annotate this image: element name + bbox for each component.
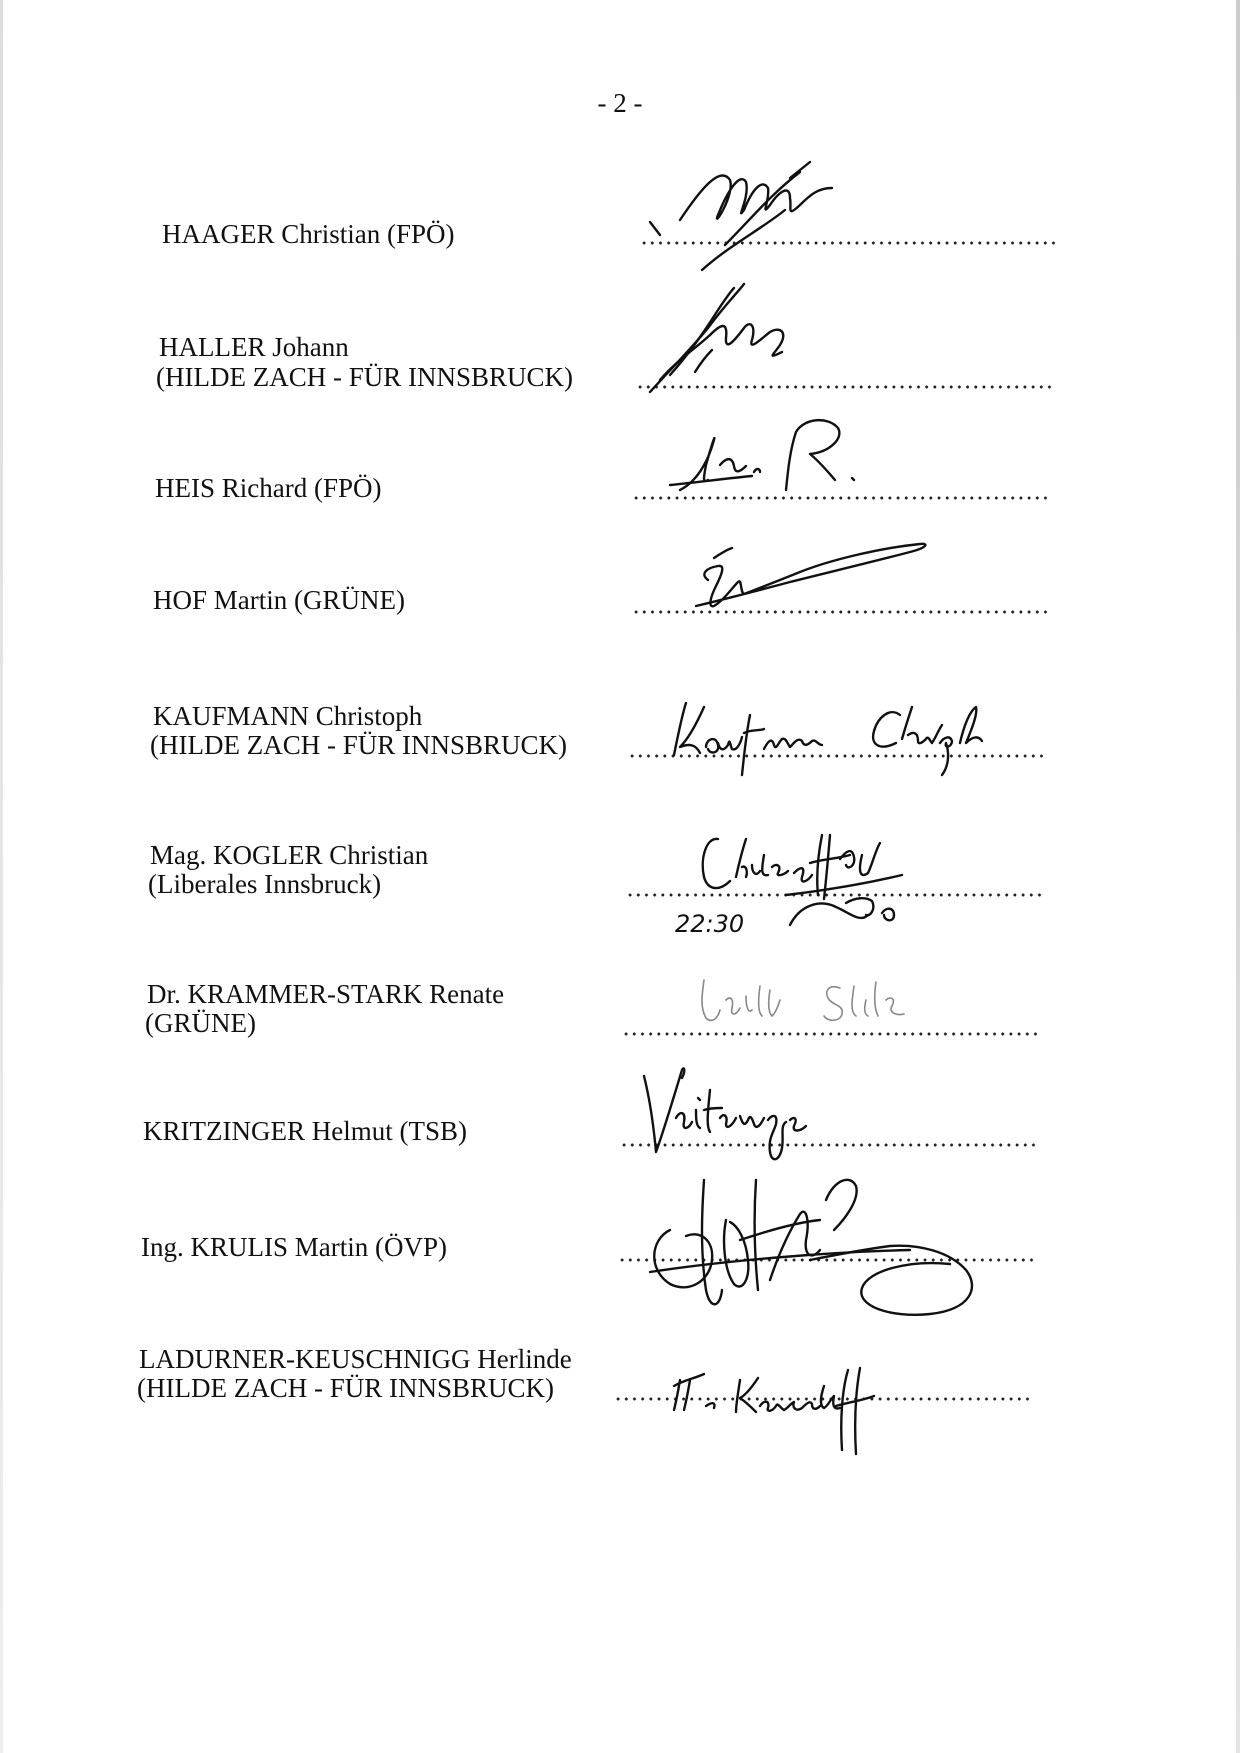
- signature-heis: [660, 410, 880, 510]
- signature-krammer-stark: [690, 960, 980, 1040]
- page-edge-right: [1236, 0, 1240, 1753]
- page-number: - 2 -: [597, 88, 643, 118]
- signatory-name: Ing. KRULIS Martin (ÖVP): [141, 1232, 447, 1262]
- signature-krulis: [630, 1160, 1050, 1320]
- signatory-party: (GRÜNE): [145, 1008, 256, 1038]
- signature-haager: [640, 150, 960, 280]
- signature-ladurner-keuschnigg: [660, 1350, 940, 1460]
- signature-time-note: 22:30: [675, 910, 745, 938]
- signatory-name: KRITZINGER Helmut (TSB): [143, 1116, 467, 1146]
- signature-haller: [640, 280, 840, 400]
- signatory-name: LADURNER-KEUSCHNIGG Herlinde: [139, 1344, 572, 1374]
- signatory-party: (HILDE ZACH - FÜR INNSBRUCK): [150, 730, 567, 760]
- signatory-name: Dr. KRAMMER-STARK Renate: [147, 979, 505, 1009]
- signatory-party: (Liberales Innsbruck): [148, 869, 382, 899]
- signatory-name: KAUFMANN Christoph: [153, 701, 423, 731]
- signatory-party: (HILDE ZACH - FÜR INNSBRUCK): [137, 1373, 554, 1403]
- page-edge-left: [0, 0, 3, 1753]
- signatory-name: HAAGER Christian (FPÖ): [162, 219, 455, 249]
- signatory-name: HOF Martin (GRÜNE): [153, 585, 405, 615]
- signature-hof: [680, 530, 940, 630]
- signatory-party: (HILDE ZACH - FÜR INNSBRUCK): [156, 362, 573, 392]
- signatory-name: HEIS Richard (FPÖ): [155, 473, 382, 503]
- signatory-name: HALLER Johann: [159, 332, 349, 362]
- signatory-name: Mag. KOGLER Christian: [150, 840, 429, 870]
- signature-kaufmann: [660, 685, 1060, 795]
